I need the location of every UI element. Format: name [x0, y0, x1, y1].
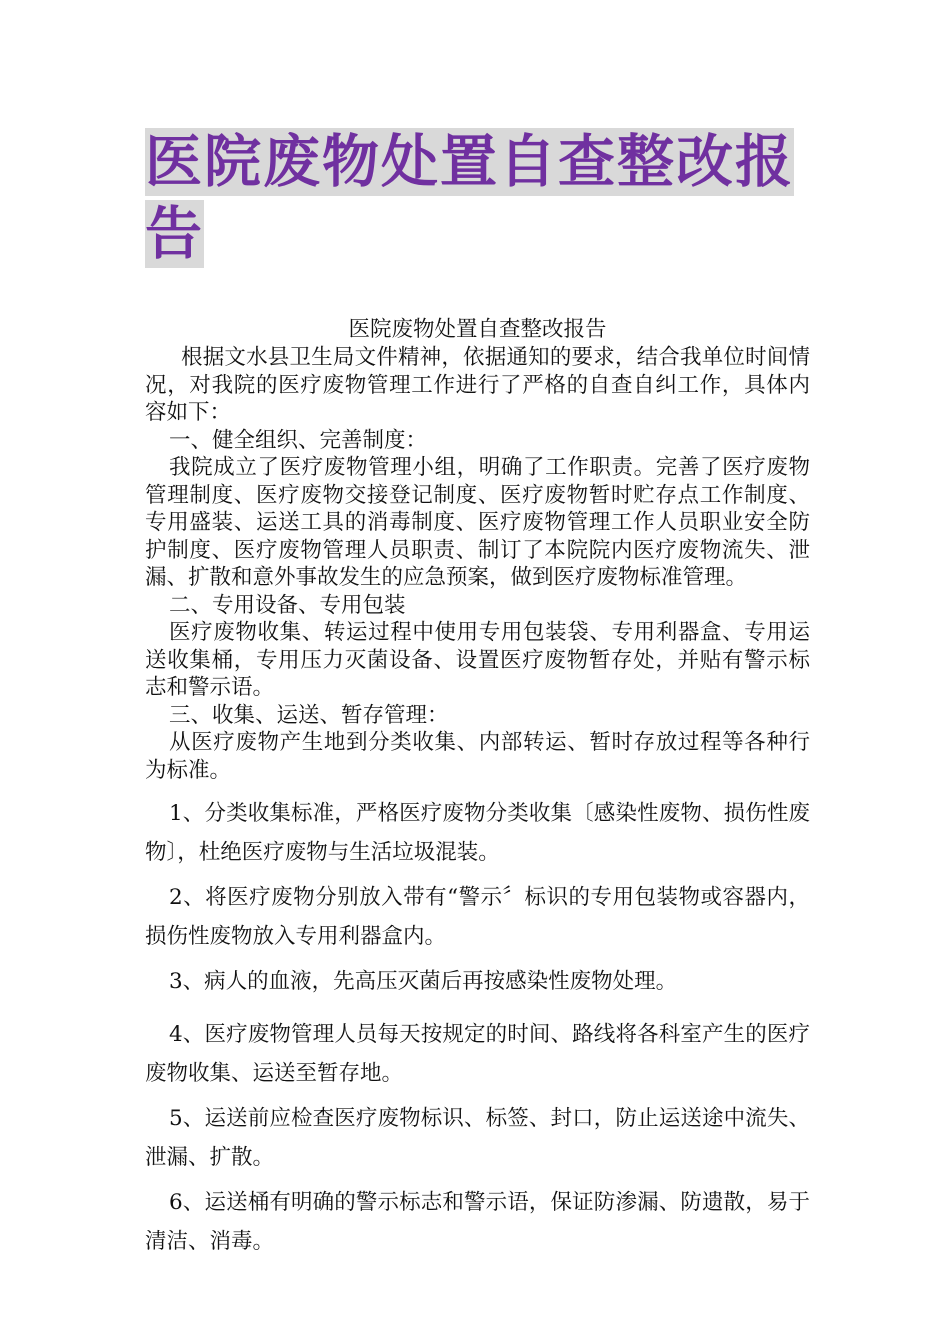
document-body: [145, 316, 810, 1261]
subtitle: 医院废物处置自查整改报告: [348, 317, 607, 342]
document-title: [145, 128, 810, 272]
section1-heading: 一、健全组织、完善制度：: [169, 427, 428, 453]
section3-body: 从医疗废物产生地到分类收集、内部转运、暂时存放过程等各种行为标准。: [145, 730, 810, 783]
list-item: 4、医疗废物管理人员每天按规定的时间、路线将各科室产生的医疗废物收集、运送至暂存地。: [145, 1022, 810, 1086]
title-line-2: 告: [145, 201, 204, 267]
list-item: 2、将医疗废物分别放入带有“警示〞标识的专用包装物或容器内，损伤性废物放入专用利器盒内。: [145, 885, 810, 949]
section2-heading: 二、专用设备、专用包装: [169, 592, 406, 618]
title-line-1: 医院废物处置自查整改报: [145, 129, 794, 195]
intro-paragraph: 根据文水县卫生局文件精神，依据通知的要求，结合我单位时间情况，对我院的医疗废物管理工作进行了严格的自查自纠工作，具体内容如下：: [145, 345, 810, 425]
list-item: 1、分类收集标准，严格医疗废物分类收集〔感染性废物、损伤性废物〕，杜绝医疗废物与生活垃圾混装。: [145, 801, 810, 865]
list-item: 3、病人的血液，先高压灭菌后再按感染性废物处理。: [169, 969, 678, 994]
list-item: 5、运送前应检查医疗废物标识、标签、封口，防止运送途中流失、泄漏、扩散。: [145, 1106, 810, 1170]
section1-body: 我院成立了医疗废物管理小组，明确了工作职责。完善了医疗废物管理制度、医疗废物交接登记制度、医疗废物暂时贮存点工作制度、专用盛装、运送工具的消毒制度、医疗废物管理工作人员职业安全防护制度、医疗废物管理人员职责、制订了本院院内医疗废物流失、泄漏、扩散和意外事故发生的应急预案，做到医疗废物标准管理。: [145, 455, 810, 590]
list-item: 6、运送桶有明确的警示标志和警示语，保证防渗漏、防遗散，易于清洁、消毒。: [145, 1190, 810, 1254]
section2-body: 医疗废物收集、转运过程中使用专用包装袋、专用利器盒、专用运送收集桶，专用压力灭菌设备、设置医疗废物暂存处，并贴有警示标志和警示语。: [145, 620, 810, 700]
section3-heading: 三、收集、运送、暂存管理：: [169, 702, 449, 728]
